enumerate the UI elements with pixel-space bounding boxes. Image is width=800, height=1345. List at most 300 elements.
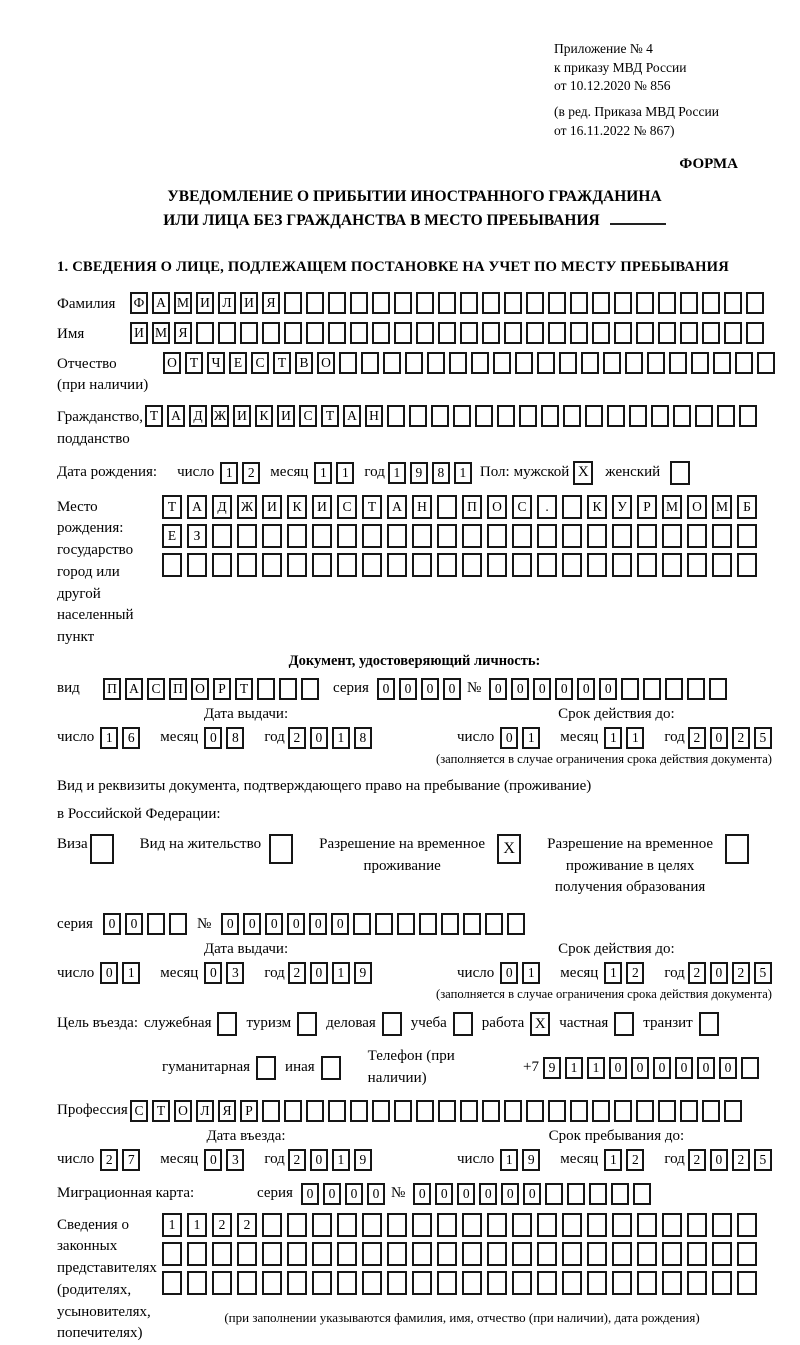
char-cell[interactable] [651, 405, 669, 427]
char-cell[interactable]: С [337, 495, 357, 519]
char-cell[interactable]: 1 [122, 962, 140, 984]
char-cell[interactable] [559, 352, 577, 374]
char-cell[interactable] [284, 1100, 302, 1122]
char-cell[interactable] [724, 1100, 742, 1122]
char-cell[interactable]: 0 [500, 962, 518, 984]
char-cell[interactable]: В [295, 352, 313, 374]
char-cell[interactable]: 5 [754, 1149, 772, 1171]
char-cell[interactable] [662, 1213, 682, 1237]
char-cell[interactable] [187, 553, 207, 577]
char-cell[interactable] [212, 1271, 232, 1295]
char-cell[interactable]: Я [174, 322, 192, 344]
char-cell[interactable]: И [262, 495, 282, 519]
char-cell[interactable]: 0 [500, 727, 518, 749]
char-cell[interactable]: X [573, 461, 593, 485]
char-cell[interactable] [562, 553, 582, 577]
char-cell[interactable] [462, 1242, 482, 1266]
char-cell[interactable]: 9 [354, 962, 372, 984]
char-cell[interactable] [636, 322, 654, 344]
char-cell[interactable]: Ч [207, 352, 225, 374]
char-cell[interactable]: М [662, 495, 682, 519]
char-cell[interactable]: 0 [533, 678, 551, 700]
char-cell[interactable]: 0 [710, 962, 728, 984]
char-cell[interactable]: 0 [555, 678, 573, 700]
char-cell[interactable]: А [387, 495, 407, 519]
char-cell[interactable] [441, 913, 459, 935]
char-cell[interactable] [237, 553, 257, 577]
char-cell[interactable] [412, 1271, 432, 1295]
char-cell[interactable]: 2 [732, 727, 750, 749]
char-cell[interactable] [570, 322, 588, 344]
char-cell[interactable]: 1 [332, 727, 350, 749]
char-cell[interactable] [592, 1100, 610, 1122]
char-cell[interactable] [637, 1242, 657, 1266]
char-cell[interactable] [673, 405, 691, 427]
char-cell[interactable] [695, 405, 713, 427]
char-cell[interactable]: 2 [626, 1149, 644, 1171]
char-cell[interactable] [212, 553, 232, 577]
char-cell[interactable] [746, 292, 764, 314]
char-cell[interactable] [383, 352, 401, 374]
char-cell[interactable] [614, 322, 632, 344]
char-cell[interactable] [482, 292, 500, 314]
char-cell[interactable] [587, 524, 607, 548]
char-cell[interactable] [437, 1242, 457, 1266]
char-cell[interactable] [504, 1100, 522, 1122]
char-cell[interactable] [437, 1213, 457, 1237]
char-cell[interactable] [687, 678, 705, 700]
char-cell[interactable] [162, 1242, 182, 1266]
char-cell[interactable]: 2 [732, 1149, 750, 1171]
char-cell[interactable] [387, 1213, 407, 1237]
char-cell[interactable] [636, 292, 654, 314]
char-cell[interactable]: 0 [443, 678, 461, 700]
char-cell[interactable] [562, 495, 582, 519]
char-cell[interactable]: 0 [653, 1057, 671, 1079]
char-cell[interactable] [709, 678, 727, 700]
char-cell[interactable]: 0 [323, 1183, 341, 1205]
char-cell[interactable]: 1 [626, 727, 644, 749]
char-cell[interactable] [162, 553, 182, 577]
char-cell[interactable]: Т [152, 1100, 170, 1122]
char-cell[interactable]: 2 [688, 727, 706, 749]
char-cell[interactable] [394, 1100, 412, 1122]
char-cell[interactable] [537, 1213, 557, 1237]
char-cell[interactable] [262, 322, 280, 344]
char-cell[interactable] [712, 524, 732, 548]
char-cell[interactable] [487, 1213, 507, 1237]
char-cell[interactable]: 0 [710, 1149, 728, 1171]
char-cell[interactable]: 0 [710, 727, 728, 749]
char-cell[interactable] [287, 524, 307, 548]
char-cell[interactable]: А [125, 678, 143, 700]
char-cell[interactable] [284, 292, 302, 314]
char-cell[interactable] [611, 1183, 629, 1205]
char-cell[interactable] [262, 1271, 282, 1295]
char-cell[interactable] [587, 1271, 607, 1295]
char-cell[interactable] [269, 834, 293, 864]
char-cell[interactable]: И [233, 405, 251, 427]
char-cell[interactable]: М [712, 495, 732, 519]
char-cell[interactable]: 0 [697, 1057, 715, 1079]
char-cell[interactable]: П [103, 678, 121, 700]
char-cell[interactable] [497, 405, 515, 427]
char-cell[interactable] [621, 678, 639, 700]
char-cell[interactable] [409, 405, 427, 427]
char-cell[interactable] [712, 1242, 732, 1266]
char-cell[interactable] [512, 1213, 532, 1237]
char-cell[interactable] [625, 352, 643, 374]
char-cell[interactable] [702, 322, 720, 344]
char-cell[interactable] [712, 1213, 732, 1237]
char-cell[interactable] [629, 405, 647, 427]
char-cell[interactable]: Я [262, 292, 280, 314]
char-cell[interactable] [702, 292, 720, 314]
char-cell[interactable]: 0 [609, 1057, 627, 1079]
char-cell[interactable] [337, 524, 357, 548]
char-cell[interactable]: 1 [314, 462, 332, 484]
char-cell[interactable] [482, 1100, 500, 1122]
char-cell[interactable]: 2 [242, 462, 260, 484]
char-cell[interactable] [737, 1242, 757, 1266]
char-cell[interactable]: Т [235, 678, 253, 700]
char-cell[interactable]: И [277, 405, 295, 427]
char-cell[interactable] [218, 322, 236, 344]
char-cell[interactable]: Ж [237, 495, 257, 519]
char-cell[interactable]: Ж [211, 405, 229, 427]
char-cell[interactable]: Л [218, 292, 236, 314]
char-cell[interactable] [614, 292, 632, 314]
char-cell[interactable] [416, 1100, 434, 1122]
char-cell[interactable]: 0 [310, 962, 328, 984]
char-cell[interactable] [412, 1242, 432, 1266]
char-cell[interactable]: 0 [331, 913, 349, 935]
char-cell[interactable]: 3 [226, 962, 244, 984]
char-cell[interactable] [737, 1271, 757, 1295]
char-cell[interactable] [337, 1213, 357, 1237]
char-cell[interactable] [504, 292, 522, 314]
char-cell[interactable] [416, 292, 434, 314]
char-cell[interactable]: Б [737, 495, 757, 519]
char-cell[interactable]: Р [637, 495, 657, 519]
char-cell[interactable] [603, 352, 621, 374]
char-cell[interactable] [437, 524, 457, 548]
char-cell[interactable] [350, 1100, 368, 1122]
char-cell[interactable] [187, 1271, 207, 1295]
char-cell[interactable] [372, 292, 390, 314]
char-cell[interactable] [306, 322, 324, 344]
char-cell[interactable] [412, 553, 432, 577]
char-cell[interactable] [658, 322, 676, 344]
char-cell[interactable]: 0 [489, 678, 507, 700]
char-cell[interactable] [301, 678, 319, 700]
char-cell[interactable]: 0 [631, 1057, 649, 1079]
char-cell[interactable]: 1 [604, 962, 622, 984]
char-cell[interactable] [462, 1271, 482, 1295]
char-cell[interactable]: Н [412, 495, 432, 519]
char-cell[interactable]: 2 [288, 962, 306, 984]
char-cell[interactable] [662, 1242, 682, 1266]
char-cell[interactable]: С [130, 1100, 148, 1122]
char-cell[interactable] [512, 553, 532, 577]
char-cell[interactable] [567, 1183, 585, 1205]
char-cell[interactable] [419, 913, 437, 935]
char-cell[interactable] [387, 1242, 407, 1266]
char-cell[interactable] [482, 322, 500, 344]
char-cell[interactable]: Т [362, 495, 382, 519]
char-cell[interactable] [362, 524, 382, 548]
char-cell[interactable]: А [187, 495, 207, 519]
char-cell[interactable]: К [255, 405, 273, 427]
char-cell[interactable] [680, 292, 698, 314]
char-cell[interactable] [548, 292, 566, 314]
char-cell[interactable]: 0 [719, 1057, 737, 1079]
char-cell[interactable] [647, 352, 665, 374]
char-cell[interactable] [717, 405, 735, 427]
char-cell[interactable] [724, 322, 742, 344]
char-cell[interactable] [637, 524, 657, 548]
char-cell[interactable]: 1 [388, 462, 406, 484]
char-cell[interactable]: У [612, 495, 632, 519]
char-cell[interactable] [581, 352, 599, 374]
char-cell[interactable] [362, 1242, 382, 1266]
char-cell[interactable]: X [530, 1012, 550, 1036]
char-cell[interactable] [262, 1213, 282, 1237]
char-cell[interactable] [512, 1242, 532, 1266]
char-cell[interactable]: . [537, 495, 557, 519]
char-cell[interactable] [687, 553, 707, 577]
char-cell[interactable] [487, 1242, 507, 1266]
char-cell[interactable]: 3 [226, 1149, 244, 1171]
char-cell[interactable] [562, 1271, 582, 1295]
char-cell[interactable]: Л [196, 1100, 214, 1122]
char-cell[interactable] [612, 1271, 632, 1295]
char-cell[interactable] [475, 405, 493, 427]
char-cell[interactable]: 0 [399, 678, 417, 700]
char-cell[interactable] [387, 524, 407, 548]
char-cell[interactable] [257, 678, 275, 700]
char-cell[interactable]: 1 [336, 462, 354, 484]
char-cell[interactable] [537, 524, 557, 548]
char-cell[interactable] [637, 1213, 657, 1237]
char-cell[interactable] [633, 1183, 651, 1205]
char-cell[interactable]: 0 [435, 1183, 453, 1205]
char-cell[interactable]: X [497, 834, 521, 864]
char-cell[interactable] [287, 1213, 307, 1237]
char-cell[interactable] [665, 678, 683, 700]
char-cell[interactable] [412, 524, 432, 548]
char-cell[interactable]: О [174, 1100, 192, 1122]
char-cell[interactable]: П [462, 495, 482, 519]
char-cell[interactable] [680, 322, 698, 344]
char-cell[interactable]: Ф [130, 292, 148, 314]
char-cell[interactable] [438, 1100, 456, 1122]
char-cell[interactable] [493, 352, 511, 374]
char-cell[interactable]: 2 [237, 1213, 257, 1237]
char-cell[interactable]: 8 [226, 727, 244, 749]
char-cell[interactable] [537, 1242, 557, 1266]
char-cell[interactable] [687, 1213, 707, 1237]
char-cell[interactable] [372, 1100, 390, 1122]
char-cell[interactable] [394, 322, 412, 344]
char-cell[interactable] [306, 1100, 324, 1122]
char-cell[interactable] [397, 913, 415, 935]
char-cell[interactable] [287, 1242, 307, 1266]
char-cell[interactable] [471, 352, 489, 374]
char-cell[interactable]: Т [321, 405, 339, 427]
char-cell[interactable] [562, 1213, 582, 1237]
char-cell[interactable]: А [152, 292, 170, 314]
char-cell[interactable]: 0 [413, 1183, 431, 1205]
char-cell[interactable]: 1 [522, 727, 540, 749]
char-cell[interactable]: К [587, 495, 607, 519]
char-cell[interactable] [563, 405, 581, 427]
char-cell[interactable] [256, 1056, 276, 1080]
char-cell[interactable]: 2 [626, 962, 644, 984]
char-cell[interactable] [427, 352, 445, 374]
char-cell[interactable] [262, 524, 282, 548]
char-cell[interactable] [196, 322, 214, 344]
char-cell[interactable]: Р [213, 678, 231, 700]
char-cell[interactable]: 0 [100, 962, 118, 984]
char-cell[interactable] [449, 352, 467, 374]
char-cell[interactable]: 0 [287, 913, 305, 935]
char-cell[interactable] [312, 1242, 332, 1266]
char-cell[interactable] [636, 1100, 654, 1122]
char-cell[interactable]: 7 [122, 1149, 140, 1171]
char-cell[interactable] [724, 292, 742, 314]
char-cell[interactable]: 1 [454, 462, 472, 484]
char-cell[interactable] [237, 1271, 257, 1295]
char-cell[interactable] [362, 1271, 382, 1295]
char-cell[interactable] [217, 1012, 237, 1036]
char-cell[interactable] [515, 352, 533, 374]
char-cell[interactable] [287, 1271, 307, 1295]
char-cell[interactable]: 0 [479, 1183, 497, 1205]
char-cell[interactable] [387, 553, 407, 577]
char-cell[interactable] [607, 405, 625, 427]
char-cell[interactable] [614, 1100, 632, 1122]
char-cell[interactable] [372, 322, 390, 344]
char-cell[interactable] [460, 322, 478, 344]
char-cell[interactable] [687, 1242, 707, 1266]
char-cell[interactable] [712, 553, 732, 577]
char-cell[interactable]: 0 [501, 1183, 519, 1205]
char-cell[interactable]: О [687, 495, 707, 519]
char-cell[interactable]: 0 [310, 1149, 328, 1171]
char-cell[interactable] [757, 352, 775, 374]
char-cell[interactable] [592, 292, 610, 314]
char-cell[interactable] [437, 495, 457, 519]
char-cell[interactable]: 0 [457, 1183, 475, 1205]
char-cell[interactable] [541, 405, 559, 427]
char-cell[interactable] [487, 524, 507, 548]
char-cell[interactable]: 9 [354, 1149, 372, 1171]
char-cell[interactable]: 1 [332, 1149, 350, 1171]
char-cell[interactable]: 1 [187, 1213, 207, 1237]
char-cell[interactable] [412, 1213, 432, 1237]
char-cell[interactable] [312, 1271, 332, 1295]
char-cell[interactable] [262, 1100, 280, 1122]
char-cell[interactable]: 0 [301, 1183, 319, 1205]
char-cell[interactable]: И [196, 292, 214, 314]
char-cell[interactable] [453, 405, 471, 427]
char-cell[interactable] [614, 1012, 634, 1036]
char-cell[interactable] [387, 405, 405, 427]
char-cell[interactable] [592, 322, 610, 344]
char-cell[interactable] [545, 1183, 563, 1205]
char-cell[interactable]: 0 [221, 913, 239, 935]
char-cell[interactable] [438, 322, 456, 344]
char-cell[interactable]: 0 [265, 913, 283, 935]
char-cell[interactable]: А [343, 405, 361, 427]
char-cell[interactable]: О [163, 352, 181, 374]
char-cell[interactable]: 1 [587, 1057, 605, 1079]
char-cell[interactable] [212, 524, 232, 548]
char-cell[interactable]: 1 [604, 727, 622, 749]
char-cell[interactable]: Т [145, 405, 163, 427]
char-cell[interactable] [612, 524, 632, 548]
char-cell[interactable] [162, 1271, 182, 1295]
char-cell[interactable] [337, 1242, 357, 1266]
char-cell[interactable] [437, 1271, 457, 1295]
char-cell[interactable] [460, 1100, 478, 1122]
char-cell[interactable]: 2 [688, 1149, 706, 1171]
char-cell[interactable]: Т [185, 352, 203, 374]
char-cell[interactable]: С [147, 678, 165, 700]
char-cell[interactable] [437, 553, 457, 577]
char-cell[interactable] [570, 292, 588, 314]
char-cell[interactable] [237, 1242, 257, 1266]
char-cell[interactable]: 2 [288, 1149, 306, 1171]
char-cell[interactable] [240, 322, 258, 344]
char-cell[interactable]: 8 [432, 462, 450, 484]
char-cell[interactable] [537, 553, 557, 577]
char-cell[interactable] [328, 1100, 346, 1122]
char-cell[interactable] [526, 292, 544, 314]
char-cell[interactable] [487, 1271, 507, 1295]
char-cell[interactable] [504, 322, 522, 344]
char-cell[interactable]: И [130, 322, 148, 344]
char-cell[interactable] [169, 913, 187, 935]
char-cell[interactable] [147, 913, 165, 935]
char-cell[interactable] [212, 1242, 232, 1266]
char-cell[interactable]: 1 [604, 1149, 622, 1171]
char-cell[interactable] [312, 1213, 332, 1237]
char-cell[interactable] [570, 1100, 588, 1122]
char-cell[interactable]: 1 [522, 962, 540, 984]
char-cell[interactable] [537, 1271, 557, 1295]
char-cell[interactable]: 2 [100, 1149, 118, 1171]
char-cell[interactable] [485, 913, 503, 935]
char-cell[interactable]: Е [162, 524, 182, 548]
char-cell[interactable] [312, 553, 332, 577]
char-cell[interactable] [394, 292, 412, 314]
char-cell[interactable] [312, 524, 332, 548]
char-cell[interactable] [262, 553, 282, 577]
char-cell[interactable] [670, 461, 690, 485]
char-cell[interactable] [328, 322, 346, 344]
char-cell[interactable] [463, 913, 481, 935]
char-cell[interactable]: С [512, 495, 532, 519]
char-cell[interactable] [350, 322, 368, 344]
char-cell[interactable]: 2 [212, 1213, 232, 1237]
char-cell[interactable] [350, 292, 368, 314]
char-cell[interactable]: 0 [511, 678, 529, 700]
char-cell[interactable]: И [312, 495, 332, 519]
char-cell[interactable]: 0 [523, 1183, 541, 1205]
char-cell[interactable] [612, 1242, 632, 1266]
